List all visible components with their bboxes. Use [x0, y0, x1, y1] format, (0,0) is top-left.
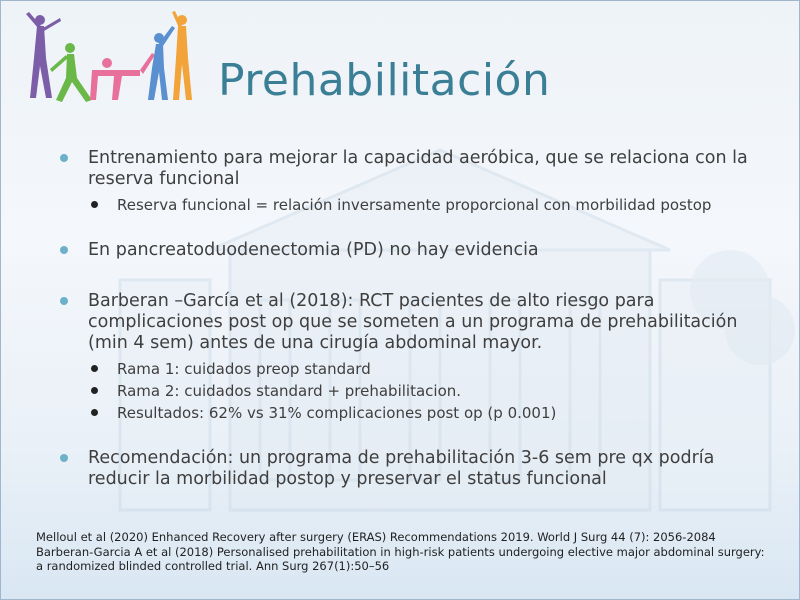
sub-bullet-text: Rama 2: cuidados standard + prehabilitacion. — [117, 382, 462, 400]
sub-bullet-item — [60, 360, 780, 378]
bullet-item — [60, 240, 780, 261]
sub-bullet-dot-icon — [91, 409, 98, 416]
slide-body — [60, 148, 780, 496]
spacer — [60, 218, 780, 240]
bullet-item — [60, 148, 780, 190]
bullet-text: Barberan –García et al (2018): RCT pacientes de alto riesgo para complicaciones post op que se someten a un programa de prehabilitación (min 4 sem) antes de una cirugía abdominal mayor. — [88, 291, 738, 353]
bullet-text: Recomendación: un programa de prehabilitación 3-6 sem pre qx podría reducir la morbilidad postop y preservar el status funcional — [88, 448, 715, 489]
sub-bullet-text: Resultados: 62% vs 31% complicaciones post op (p 0.001) — [117, 404, 557, 422]
bullet-item — [60, 448, 780, 490]
bullet-dot-icon — [60, 246, 68, 254]
sub-bullet-dot-icon — [91, 201, 98, 208]
spacer — [60, 267, 780, 291]
bullet-dot-icon — [60, 154, 68, 162]
sub-bullet-item — [60, 404, 780, 422]
sub-bullet-dot-icon — [91, 365, 98, 372]
sub-bullet-dot-icon — [91, 387, 98, 394]
slide-title: Prehabilitación — [218, 55, 551, 106]
reference-item: Barberan-Garcia A et al (2018) Personalised prehabilitation in high-risk patients undergoing elective major abdominal surgery: a randomized blinded controlled trial. Ann Surg 267(1):50–56 — [36, 544, 765, 573]
sub-bullet-text: Reserva funcional = relación inversamente proporcional con morbilidad postop — [117, 196, 712, 214]
bullet-dot-icon — [60, 297, 68, 305]
references — [36, 530, 766, 574]
bullet-dot-icon — [60, 454, 68, 462]
sub-bullet-item — [60, 196, 780, 214]
reference-item: Melloul et al (2020) Enhanced Recovery after surgery (ERAS) Recommendations 2019. World J Surg 44 (7): 2056-2084 — [36, 530, 716, 544]
exercising-figures-logo — [22, 8, 197, 108]
spacer — [60, 426, 780, 448]
bullet-text: Entrenamiento para mejorar la capacidad aeróbica, que se relaciona con la reserva funcional — [88, 148, 748, 189]
sub-bullet-item — [60, 382, 780, 400]
sub-bullet-text: Rama 1: cuidados preop standard — [117, 360, 371, 378]
bullet-text: En pancreatoduodenectomia (PD) no hay evidencia — [88, 240, 539, 260]
bullet-item — [60, 291, 780, 354]
